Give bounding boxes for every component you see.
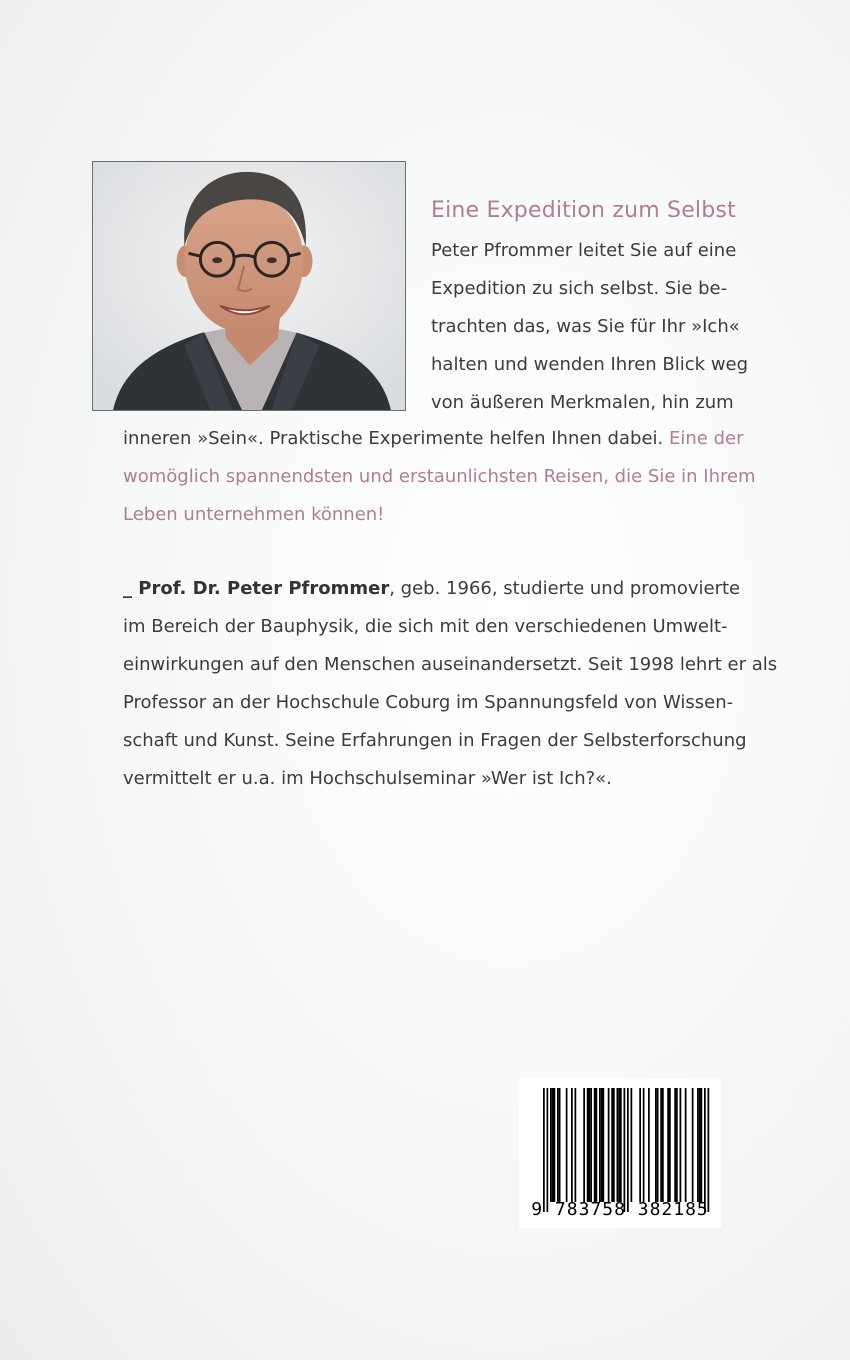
blurb-line: Peter Pfrommer leitet Sie auf eine [431,240,737,261]
bio-line: im Bereich der Bauphysik, die sich mit den verschiedenen Umwelt- [123,616,728,637]
barcode-bar [697,1088,699,1202]
barcode-bar [667,1088,669,1202]
barcode-bar [554,1088,556,1202]
barcode-bar [643,1088,645,1202]
author-bio [123,570,778,798]
barcode-bar [701,1088,703,1202]
barcode-bar [627,1088,629,1212]
bio-line: Professor an der Hochschule Coburg im Spannungsfeld von Wissen- [123,692,734,713]
barcode-bar [624,1088,626,1212]
barcode-bar [699,1088,701,1202]
barcode-bar [685,1088,687,1202]
barcode-bar [611,1088,613,1202]
bio-line: schaft und Kunst. Seine Erfahrungen in Fragen der Selbsterforschung [123,730,747,751]
blurb-line: halten und wenden Ihren Blick weg [431,354,749,375]
barcode-bar [571,1088,573,1202]
barcode-bar [587,1088,589,1202]
barcode-bar [552,1088,554,1202]
blurb-line: Expedition zu sich selbst. Sie be- [431,278,728,299]
barcode-bar [669,1088,671,1202]
barcode-bar [566,1088,568,1202]
barcode-bar [692,1088,694,1202]
barcode-bar [599,1088,601,1202]
barcode-bar [613,1088,615,1202]
barcode-bar [708,1088,710,1212]
barcode-bar [557,1088,559,1202]
barcode-bar [676,1088,678,1202]
barcode-bar [594,1088,596,1202]
barcode-bar [601,1088,603,1202]
blurb-highlight-line: Leben unternehmen können! [123,504,385,525]
barcode-bar [674,1088,676,1202]
barcode-bar [660,1088,662,1202]
barcode-bar [620,1088,622,1202]
bio-line [123,570,741,608]
barcode-bar [639,1088,641,1202]
barcode-bar [559,1088,561,1202]
barcode-bar [662,1088,664,1202]
blurb-line: von äußeren Merkmalen, hin zum [431,392,734,413]
barcode-bar [704,1088,706,1212]
author-photo [92,161,406,411]
barcode-bar [589,1088,591,1202]
barcode-bar [648,1088,650,1202]
blurb-highlight-line: womöglich spannendsten und erstaunlichsten Reisen, die Sie in Ihrem [123,466,756,487]
barcode-bar [618,1088,620,1202]
isbn-number: 9 783758 382185 [531,1199,709,1220]
barcode-bar [657,1088,659,1202]
blurb-line [123,420,744,458]
barcode-bar [631,1088,633,1202]
blurb-text [431,232,749,422]
barcode-bar [596,1088,598,1202]
bio-line: vermittelt er u.a. im Hochschulseminar »Wer ist Ich?«. [123,768,612,789]
barcode-bar [583,1088,585,1202]
blurb-highlight-start: Eine der [668,428,744,449]
barcode-bar [590,1088,592,1202]
barcode-bar [550,1088,552,1202]
barcode-bar [655,1088,657,1202]
isbn-barcode [519,1078,721,1228]
author-name: _ Prof. Dr. Peter Pfrommer [123,578,390,599]
barcode-bar [617,1088,619,1202]
bio-first-line-rest: , geb. 1966, studierte und promovierte [389,578,741,599]
bio-line: einwirkungen auf den Menschen auseinandersetzt. Seit 1998 lehrt er als [123,654,778,675]
blurb-line: trachten das, was Sie für Ihr »Ich« [431,316,740,337]
blurb-title: Eine Expedition zum Selbst [431,198,736,223]
barcode-bar [543,1088,545,1212]
barcode-bar [603,1088,605,1202]
barcode-bar [575,1088,577,1202]
barcode-bar [547,1088,549,1212]
barcode-bar [680,1088,682,1202]
barcode-bar [608,1088,610,1202]
blurb-continuation [123,420,756,534]
blurb-continuation-text: inneren »Sein«. Praktische Experimente helfen Ihnen dabei. [123,428,664,449]
